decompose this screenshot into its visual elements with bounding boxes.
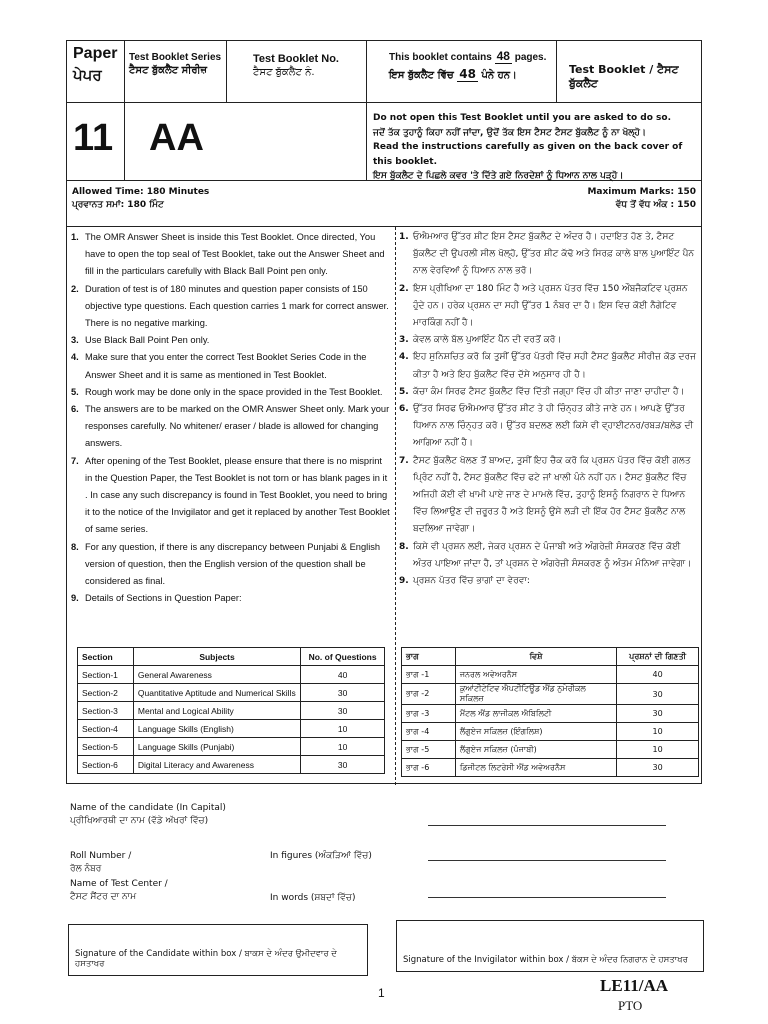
table-row xyxy=(78,702,385,720)
instruction-number: 9. xyxy=(399,576,409,587)
table-cell: 30 xyxy=(301,702,385,720)
maximum-marks xyxy=(587,186,696,212)
table-cell: 10 xyxy=(301,720,385,738)
instruction-text: Make sure that you enter the correct Test Booklet Series Code in the Answer Sheet and it is same as mentioned in Test Booklet. xyxy=(85,352,367,380)
test-center-en: Name of Test Center / xyxy=(70,879,168,889)
instruction-number: 7. xyxy=(399,455,409,466)
table-cell: Section-4 xyxy=(78,720,134,738)
allowed-time-en: Allowed Time: 180 Minutes xyxy=(72,187,210,197)
instruction-item xyxy=(71,401,391,453)
instruction-item xyxy=(71,281,391,333)
roll-number-en: Roll Number / xyxy=(70,851,132,861)
table-cell: Section-6 xyxy=(78,756,134,774)
instruction-number: 6. xyxy=(71,404,79,415)
in-words-label: In words (ਸ਼ਬਦਾਂ ਵਿੱਚ) xyxy=(270,893,356,903)
table-cell: 30 xyxy=(617,684,699,705)
table-cell: ਭਾਗ -6 xyxy=(402,759,456,777)
warning-line-4: ਇਸ ਬੁੱਕਲੈਟ ਦੇ ਪਿਛਲੇ ਕਵਰ 'ਤੇ ਦਿੱਤੇ ਗਏ ਨਿਰਦੇਸ਼ਾਂ ਨੂੰ ਧਿਆਨ ਨਾਲ ਪੜ੍ਹੋ। xyxy=(373,171,624,181)
instruction-text: ਓਐਮਆਰ ਉੱਤਰ ਸ਼ੀਟ ਇਸ ਟੈਸਟ ਬੁੱਕਲੈਟ ਦੇ ਅੰਦਰ ਹੈ। ਹਦਾਇਤ ਹੋਣ ਤੇ, ਟੈਸਟ ਬੁੱਕਲੈਟ ਦੀ ਉਪਰਲੀ ਸੀਲ ਖੋਲ੍ਹੋ, ਉੱਤਰ ਸ਼ੀਟ ਕੱਢੋ ਅਤੇ ਸਿਰਫ਼ ਕਾਲੇ ਬਾਲ ਪੁਆਇੰਟ ਪੈਨ ਨਾਲ ਵੇਰਵਿਆਂ ਨੂੰ ਧਿਆਨ ਨਾਲ ਭਰੋ। xyxy=(413,232,695,277)
table-row xyxy=(402,705,699,723)
instructions-english xyxy=(71,229,391,607)
booklet-no-label-punjabi: ਟੈਸਟ ਬੁੱਕਲੈਟ ਨੰ. xyxy=(253,67,315,78)
test-center-pa: ਟੈਸਟ ਸੈਂਟਰ ਦਾ ਨਾਮ xyxy=(70,892,137,902)
table-cell: ਭਾਗ -1 xyxy=(402,666,456,684)
instruction-item xyxy=(71,384,391,401)
table-header-cell: ਭਾਗ xyxy=(402,648,456,666)
table-cell: ਭਾਗ -2 xyxy=(402,684,456,705)
roll-number-label xyxy=(70,850,131,876)
table-cell: General Awareness xyxy=(133,666,300,684)
instruction-item xyxy=(71,539,391,591)
table-cell: Section-5 xyxy=(78,738,134,756)
table-header-cell: ਪ੍ਰਸ਼ਨਾਂ ਦੀ ਗਿਣਤੀ xyxy=(617,648,699,666)
table-row xyxy=(78,756,385,774)
table-header-cell: No. of Questions xyxy=(301,648,385,666)
table-cell: ਕੁਆਂਟੀਟੇਟਿਵ ਐਪਟੀਟਿਊਡ ਐਂਡ ਨੁਮੇਰੀਕਲ ਸਕਿਲਜ਼ xyxy=(455,684,616,705)
table-cell: ਭਾਗ -4 xyxy=(402,723,456,741)
candidate-name-en: Name of the candidate (In Capital) xyxy=(70,803,226,813)
paper-number: 11 xyxy=(73,117,114,159)
pages-cell xyxy=(367,41,557,102)
paper-cell xyxy=(67,41,125,102)
table-row xyxy=(402,741,699,759)
instruction-number: 2. xyxy=(399,283,409,294)
table-row xyxy=(402,666,699,684)
table-cell: 10 xyxy=(617,741,699,759)
table-header-cell: Subjects xyxy=(133,648,300,666)
instruction-number: 3. xyxy=(399,335,409,346)
column-divider xyxy=(395,227,396,785)
pages-text-pre: This booklet contains xyxy=(389,52,492,63)
table-cell: ਜਨਰਲ ਅਵੇਅਰਨੈਸ xyxy=(455,666,616,684)
table-cell: 30 xyxy=(617,759,699,777)
warning-text xyxy=(373,111,701,184)
table-header-row xyxy=(402,648,699,666)
table-cell: Language Skills (English) xyxy=(133,720,300,738)
table-cell: ਡਿਜੀਟਲ ਲਿਟਰੇਸੀ ਐਂਡ ਅਵੇਅਰਨੈਸ xyxy=(455,759,616,777)
instruction-text: ਇਸ ਪ੍ਰੀਖਿਆ ਦਾ 180 ਮਿੰਟ ਹੈ ਅਤੇ ਪ੍ਰਸ਼ਨ ਪੱਤਰ ਵਿੱਚ 150 ਔਬਜੈਕਟਿਵ ਪ੍ਰਸ਼ਨ ਹੁੰਦੇ ਹਨ। ਹਰੇਕ ਪ੍ਰਸ਼ਨ ਦਾ ਸਹੀ ਉੱਤਰ 1 ਨੰਬਰ ਦਾ ਹੈ। ਇਸ ਵਿਚ ਕੋਈ ਨੈਗੇਟਿਵ ਮਾਰਕਿੰਗ ਨਹੀਂ ਹੈ। xyxy=(413,283,688,329)
instruction-text: ਕੱਚਾ ਕੰਮ ਸਿਰਫ ਟੈਸਟ ਬੁੱਕਲੈਟ ਵਿੱਚ ਦਿੱਤੀ ਜਗ੍ਹਾ ਵਿੱਚ ਹੀ ਕੀਤਾ ਜਾਣਾ ਚਾਹੀਦਾ ਹੈ। xyxy=(413,386,685,397)
sections-table-english xyxy=(77,647,385,774)
table-cell: Language Skills (Punjabi) xyxy=(133,738,300,756)
instruction-number: 9. xyxy=(71,593,79,604)
instruction-item xyxy=(71,332,391,349)
instruction-number: 6. xyxy=(399,404,409,415)
instruction-number: 8. xyxy=(71,541,79,552)
instruction-text: ਉੱਤਰ ਸਿਰਫ ਓਐਮਆਰ ਉੱਤਰ ਸ਼ੀਟ ਤੇ ਹੀ ਚਿੰਨ੍ਹਤ ਕੀਤੇ ਜਾਣੇ ਹਨ। ਆਪਣੇ ਉੱਤਰ ਧਿਆਨ ਨਾਲ ਚਿੰਨ੍ਹਤ ਕਰੋ। ਉੱਤਰ ਬਦਲਣ ਲਈ ਕਿਸੇ ਵੀ ਵ੍ਹਾਈਟਨਰ/ਰਬੜ/ਬਲੇਡ ਦੀ ਆਗਿਆ ਨਹੀਂ ਹੈ। xyxy=(413,404,694,449)
table-cell: Quantitative Aptitude and Numerical Skills xyxy=(133,684,300,702)
table-cell: ਲੈਂਗੁਏਜ ਸਕਿਲਜ਼ (ਪੰਜਾਬੀ) xyxy=(455,741,616,759)
warning-line-2: ਜਦੋਂ ਤੱਕ ਤੁਹਾਨੂੰ ਕਿਹਾ ਨਹੀਂ ਜਾਂਦਾ, ਉਦੋਂ ਤੱਕ ਇਸ ਟੈਸਟ ਟੈਸਟ ਬੁੱਕਲੈਟ ਨੂੰ ਨਾ ਖੋਲ੍ਹੋ। xyxy=(373,127,646,138)
table-cell: 30 xyxy=(301,684,385,702)
maximum-marks-en: Maximum Marks: 150 xyxy=(587,187,696,197)
candidate-signature-box[interactable] xyxy=(68,924,368,976)
instruction-text: ਕੇਵਲ ਕਾਲੇ ਬੱਲ ਪੁਆਇੰਟ ਪੈੱਨ ਦੀ ਵਰਤੋਂ ਕਰੋ। xyxy=(413,335,562,346)
table-row xyxy=(78,684,385,702)
paper-label: Paper xyxy=(73,45,118,62)
instruction-item xyxy=(399,349,699,383)
instruction-text: The OMR Answer Sheet is inside this Test Booklet. Once directed, You have to open the top seal of Test Booklet, take out the Answer Sheet and fill in the particulars carefully with Black Ball Point pen only. xyxy=(85,232,385,277)
pages-text-post: pages. xyxy=(514,52,547,63)
instruction-number: 2. xyxy=(71,283,79,294)
paper-label-punjabi: ਪੇਪਰ xyxy=(73,66,102,84)
instruction-text: After opening of the Test Booklet, please ensure that there is no misprint in the Question Paper, the Test Booklet is not torn or has blank pages in it . In case any such discrepancy is found in Test Booklet, you need to bring it to the notice of the Invigilator and get it replaced by another Test Booklet of same series. xyxy=(85,455,390,535)
candidate-name-pa: ਪ੍ਰੀਖਿਆਰਥੀ ਦਾ ਨਾਮ (ਵੱਡੇ ਅੱਖਰਾਂ ਵਿੱਚ) xyxy=(70,816,209,826)
instruction-number: 4. xyxy=(399,352,409,363)
instruction-number: 1. xyxy=(71,232,79,242)
table-row xyxy=(402,723,699,741)
table-cell: 10 xyxy=(301,738,385,756)
table-cell: Section-2 xyxy=(78,684,134,702)
table-row xyxy=(402,684,699,705)
paper-number-cell xyxy=(67,103,125,180)
time-marks-row xyxy=(67,181,701,227)
pages-text-punjabi xyxy=(389,67,517,82)
table-cell: 30 xyxy=(617,705,699,723)
pages-text xyxy=(389,49,546,64)
test-center-label xyxy=(70,878,168,904)
instruction-item xyxy=(71,590,391,607)
pages-count: 48 xyxy=(496,49,510,63)
instruction-text: Details of Sections in Question Paper: xyxy=(85,593,242,604)
series-label: Test Booklet Series xyxy=(129,52,222,63)
instruction-item xyxy=(399,229,699,281)
booklet-code: LE11/AA xyxy=(600,976,669,995)
pages-text-pa-post: ਪੰਨੇ ਹਨ। xyxy=(481,70,517,81)
allowed-time-pa: ਪ੍ਰਵਾਨਤ ਸਮਾਂ: 180 ਮਿੰਟ xyxy=(72,200,164,210)
warning-line-3: Read the instructions carefully as given on the back cover of this booklet. xyxy=(373,142,683,167)
instruction-item xyxy=(399,453,699,539)
instruction-text: For any question, if there is any discrepancy between Punjabi & English version of question, then the English version of the question shall be considered as final. xyxy=(85,541,381,587)
sections-table-punjabi xyxy=(401,647,699,777)
instruction-text: ਇਹ ਸੁਨਿਸ਼ਚਿਤ ਕਰੋ ਕਿ ਤੁਸੀਂ ਉੱਤਰ ਪੱਤਰੀ ਵਿੱਚ ਸਹੀ ਟੈਸਟ ਬੁੱਕਲੈਟ ਸੀਰੀਜ਼ ਕੋਡ ਦਰਜ ਕੀਤਾ ਹੈ ਅਤੇ ਇਹ ਬੁੱਕਲੈਟ ਵਿੱਚ ਦੱਸੇ ਅਨੁਸਾਰ ਹੀ ਹੈ। xyxy=(413,352,696,380)
instruction-item xyxy=(71,229,391,281)
instruction-text: Use Black Ball Point Pen only. xyxy=(85,335,210,346)
table-cell: ਭਾਗ -3 xyxy=(402,705,456,723)
instruction-text: The answers are to be marked on the OMR Answer Sheet only. Mark your responses carefully. No whitener/ eraser / blade is allowed for changing answers. xyxy=(85,404,390,449)
candidate-name-field[interactable] xyxy=(428,825,666,826)
test-booklet-label: Test Booklet / ਟੈਸਟ ਬੁੱਕਲੈਟ xyxy=(569,63,679,90)
table-row xyxy=(78,666,385,684)
instruction-item xyxy=(71,349,391,383)
in-figures-label: In figures (ਅੰਕੜਿਆਂ ਵਿੱਚ) xyxy=(270,851,372,861)
candidate-signature-label: Signature of the Candidate within box / ਬਾਕਸ ਦੇ ਅੰਦਰ ਉਮੀਦਵਾਰ ਦੇ ਹਸਤਾਖਰ xyxy=(75,949,337,969)
instruction-number: 1. xyxy=(399,232,409,242)
table-cell: ਲੈਂਗੁਏਜ ਸਕਿਲਜ਼ (ਇੰਗਲਿਸ਼) xyxy=(455,723,616,741)
instruction-item xyxy=(399,332,699,349)
invigilator-signature-label: Signature of the Invigilator within box / ਬੱਕਸ ਦੇ ਅੰਦਰ ਨਿਗਰਾਨ ਦੇ ਹਸਤਾਖਰ xyxy=(403,955,688,965)
invigilator-signature-box[interactable] xyxy=(396,920,704,972)
table-cell: Mental and Logical Ability xyxy=(133,702,300,720)
allowed-time xyxy=(72,186,209,212)
instruction-number: 8. xyxy=(399,541,409,552)
series-cell xyxy=(125,41,227,102)
instruction-item xyxy=(399,539,699,573)
pages-count-pa: 48 xyxy=(459,67,476,81)
warning-line-1: Do not open this Test Booklet until you are asked to do so. xyxy=(373,113,671,123)
table-cell: Digital Literacy and Awareness xyxy=(133,756,300,774)
instruction-number: 5. xyxy=(71,386,79,397)
test-booklet-cell xyxy=(557,41,703,102)
instruction-item xyxy=(71,453,391,539)
series-label-punjabi: ਟੈਸਟ ਬੁੱਕਲੈਟ ਸੀਰੀਜ਼ xyxy=(129,65,208,76)
code-row xyxy=(67,103,701,181)
instruction-text: Rough work may be done only in the space provided in the Test Booklet. xyxy=(85,386,383,397)
instruction-item xyxy=(399,281,699,333)
header-row xyxy=(67,41,701,103)
pto-label: PTO xyxy=(618,998,643,1013)
instruction-number: 7. xyxy=(71,455,79,466)
table-cell: ਭਾਗ -5 xyxy=(402,741,456,759)
table-cell: 30 xyxy=(301,756,385,774)
instruction-item xyxy=(399,401,699,453)
instruction-item xyxy=(399,573,699,590)
roll-number-pa: ਰੋਲ ਨੰਬਰ xyxy=(70,864,102,874)
instruction-number: 3. xyxy=(71,335,79,346)
table-header-cell: ਵਿਸ਼ੇ xyxy=(455,648,616,666)
booklet-no-label: Test Booklet No. xyxy=(253,53,339,65)
booklet-frame xyxy=(66,40,702,784)
table-row xyxy=(78,738,385,756)
table-cell: Section-1 xyxy=(78,666,134,684)
instruction-number: 4. xyxy=(71,352,79,363)
table-cell: 40 xyxy=(301,666,385,684)
table-header-row xyxy=(78,648,385,666)
table-cell: 10 xyxy=(617,723,699,741)
instruction-number: 5. xyxy=(399,386,409,397)
series-code: AA xyxy=(149,117,204,159)
maximum-marks-pa: ਵੱਧ ਤੋਂ ਵੱਧ ਅੰਕ : 150 xyxy=(615,200,696,210)
instructions-punjabi xyxy=(399,229,699,590)
instruction-text: ਪ੍ਰਸ਼ਨ ਪੱਤਰ ਵਿੱਚ ਭਾਗਾਂ ਦਾ ਵੇਰਵਾ: xyxy=(413,576,530,587)
table-row xyxy=(78,720,385,738)
table-header-cell: Section xyxy=(78,648,134,666)
instruction-text: ਟੈਸਟ ਬੁੱਕਲੈਟ ਖੋਲਣ ਤੋਂ ਬਾਅਦ, ਤੁਸੀਂ ਇਹ ਚੈਕ ਕਰੋ ਕਿ ਪ੍ਰਸ਼ਨ ਪੱਤਰ ਵਿੱਚ ਕੋਈ ਗਲਤ ਪ੍ਰਿੰਟ ਨਹੀਂ ਹੈ, ਟੈਸਟ ਬੁੱਕਲੈਟ ਵਿੱਚ ਫਟੇ ਜਾਂ ਖਾਲੀ ਪੰਨੇ ਨਹੀਂ ਹਨ। ਟੈਸਟ ਬੁੱਕਲੈਟ ਵਿੱਚ ਅਜਿਹੀ ਕੋਈ ਵੀ ਖਾਮੀ ਪਾਏ ਜਾਣ ਦੇ ਮਾਮਲੇ ਵਿੱਚ, ਤੁਹਾਨੂੰ ਇਸਨੂੰ ਨਿਗਰਾਨ ਦੇ ਧਿਆਨ ਵਿੱਚ ਲਿਆਉਣ ਦੀ ਜ਼ਰੂਰਤ ਹੈ ਅਤੇ ਇਸਨੂੰ ਉਸੇ ਲੜੀ ਦੀ ਇੱਕ ਹੋਰ ਟੈਸਟ ਬੁੱਕਲੈਟ ਨਾਲ ਬਦਲਿਆ ਜਾਵੇਗਾ। xyxy=(413,455,691,535)
table-cell: 40 xyxy=(617,666,699,684)
series-code-cell xyxy=(125,103,367,180)
pages-text-pa-pre: ਇਸ ਬੁੱਕਲੈਟ ਵਿੱਚ xyxy=(389,70,454,81)
roll-words-field[interactable] xyxy=(428,897,666,898)
table-cell: Section-3 xyxy=(78,702,134,720)
roll-figures-field[interactable] xyxy=(428,860,666,861)
warning-cell xyxy=(367,103,703,180)
page-number: 1 xyxy=(378,986,385,1000)
instruction-text: Duration of test is of 180 minutes and question paper consists of 150 objective type questions. Each question carries 1 mark for correct answer. There is no negative marking. xyxy=(85,283,389,329)
booklet-no-cell xyxy=(227,41,367,102)
instruction-text: ਕਿਸੇ ਵੀ ਪ੍ਰਸ਼ਨ ਲਈ, ਜੇਕਰ ਪ੍ਰਸ਼ਨ ਦੇ ਪੰਜਾਬੀ ਅਤੇ ਅੰਗਰੇਜ਼ੀ ਸੰਸਕਰਣ ਵਿੱਚ ਕੋਈ ਅੰਤਰ ਪਾਇਆ ਜਾਂਦਾ ਹੈ, ਤਾਂ ਪ੍ਰਸ਼ਨ ਦੇ ਅੰਗਰੇਜ਼ੀ ਸੰਸਕਰਣ ਨੂੰ ਅੰਤਮ ਮੰਨਿਆ ਜਾਵੇਗਾ। xyxy=(413,541,692,569)
instruction-item xyxy=(399,384,699,401)
candidate-name-label xyxy=(70,802,226,828)
table-cell: ਮੈਂਟਲ ਐਂਡ ਲਾਜੀਕਲ ਐਬਿਲਿਟੀ xyxy=(455,705,616,723)
table-row xyxy=(402,759,699,777)
